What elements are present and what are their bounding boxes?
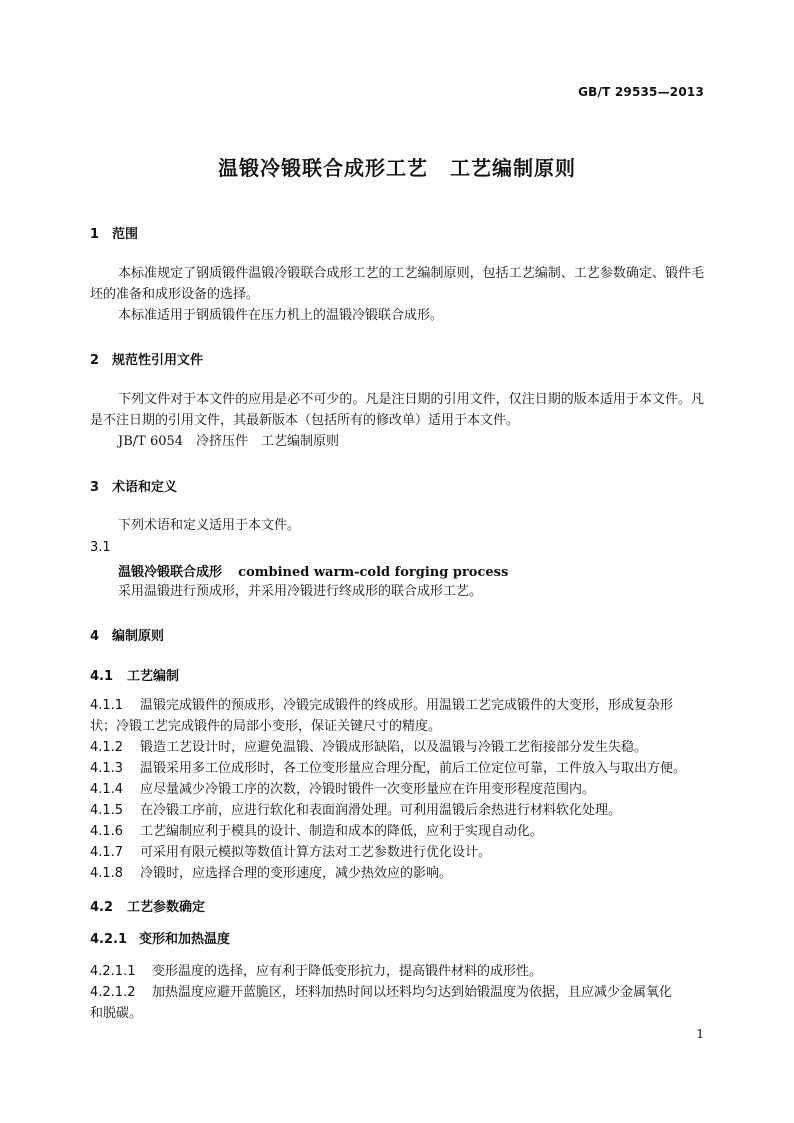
section-number: 3: [90, 480, 100, 495]
section-2-heading: [90, 349, 203, 368]
section-number: 2: [90, 353, 100, 368]
section-number: 1: [90, 227, 100, 242]
clause-4-1-7: 4.1.7 可采用有限元模拟等数值计算方法对工艺参数进行优化设计。: [90, 845, 492, 860]
title-part1: 温锻冷锻联合成形工艺: [218, 156, 428, 180]
section-1-heading: [90, 223, 138, 242]
standard-number: GB/T 29535—2013: [578, 85, 704, 99]
section-title: 范围: [112, 227, 139, 242]
clause-4-1-1-continued: 状；冷锻工艺完成锻件的局部小变形，保证关键尺寸的精度。: [90, 719, 442, 734]
clause-4-1-8: 4.1.8 冷锻时，应选择合理的变形速度，减少热效应的影响。: [90, 866, 453, 881]
term-definition: 采用温锻进行预成形，并采用冷锻进行终成形的联合成形工艺。: [118, 584, 483, 599]
section-number: 4: [90, 629, 100, 644]
clause-4-1-6: 4.1.6 工艺编制应利于模具的设计、制造和成本的降低，应利于实现自动化。: [90, 824, 544, 839]
paragraph: 下列术语和定义适用于本文件。: [118, 518, 301, 533]
paragraph: 本标准规定了钢质锻件温锻冷锻联合成形工艺的工艺编制原则，包括工艺编制、工艺参数确定、锻件毛坯的准备和成形设备的选择。: [90, 266, 704, 302]
section-title: 规范性引用文件: [112, 353, 204, 368]
section-title: 术语和定义: [112, 480, 178, 495]
document-title: [0, 152, 794, 181]
clause-4-2-1-2-continued: 和脱碳。: [90, 1006, 143, 1021]
subsection-number: 4.2: [90, 900, 114, 915]
subsection-4-1-heading: [90, 665, 179, 684]
clause-4-1-3: 4.1.3 温锻采用多工位成形时，各工位变形量应合理分配，前后工位定位可靠，工件放入与取出方便。: [90, 761, 687, 776]
paragraph: 本标准适用于钢质锻件在压力机上的温锻冷锻联合成形。: [118, 308, 444, 323]
subsection-number: 4.1: [90, 669, 114, 684]
clause-4-2-1-2: 4.2.1.2 加热温度应避开蓝脆区，坯料加热时间以坯料均匀达到始锻温度为依据，且应减少金属氧化: [90, 985, 673, 1000]
term-chinese: 温锻冷锻联合成形: [118, 565, 223, 580]
section-4-heading: [90, 625, 164, 644]
clause-4-2-1-1: 4.2.1.1 变形温度的选择，应有利于降低变形抗力，提高锻件材料的成形性。: [90, 964, 543, 979]
paragraph: 下列文件对于本文件的应用是必不可少的。凡是注日期的引用文件，仅注日期的版本适用于本文件。凡是不注日期的引用文件，其最新版本（包括所有的修改单）适用于本文件。: [90, 392, 704, 428]
subsection-title: 工艺参数确定: [127, 900, 206, 915]
term-english: combined warm-cold forging process: [238, 565, 509, 580]
term-number: 3.1: [90, 540, 111, 555]
subsection-4-2-1-heading: [90, 928, 230, 947]
normative-reference: JB/T 6054 冷挤压件 工艺编制原则: [118, 434, 340, 449]
clause-4-1-4: 4.1.4 应尽量减少冷锻工序的次数，冷锻时锻件一次变形量应在许用变形程度范围内。: [90, 782, 596, 797]
title-part2: 工艺编制原则: [450, 156, 576, 180]
clause-4-1-5: 4.1.5 在冷锻工序前，应进行软化和表面润滑处理。可利用温锻后余热进行材料软化处理。: [90, 803, 622, 818]
clause-4-1-2: 4.1.2 锻造工艺设计时，应避免温锻、冷锻成形缺陷，以及温锻与冷锻工艺衔接部分发生失稳。: [90, 740, 648, 755]
section-3-heading: [90, 476, 177, 495]
subsection-number: 4.2.1: [90, 932, 128, 947]
subsection-4-2-heading: [90, 896, 205, 915]
clause-4-1-1: 4.1.1 温锻完成锻件的预成形，冷锻完成锻件的终成形。用温锻工艺完成锻件的大变形，形成复杂形: [90, 698, 674, 713]
subsection-title: 变形和加热温度: [139, 932, 231, 947]
page-number: 1: [696, 1027, 704, 1041]
term-entry: [118, 561, 508, 580]
section-title: 编制原则: [112, 629, 165, 644]
subsection-title: 工艺编制: [127, 669, 180, 684]
